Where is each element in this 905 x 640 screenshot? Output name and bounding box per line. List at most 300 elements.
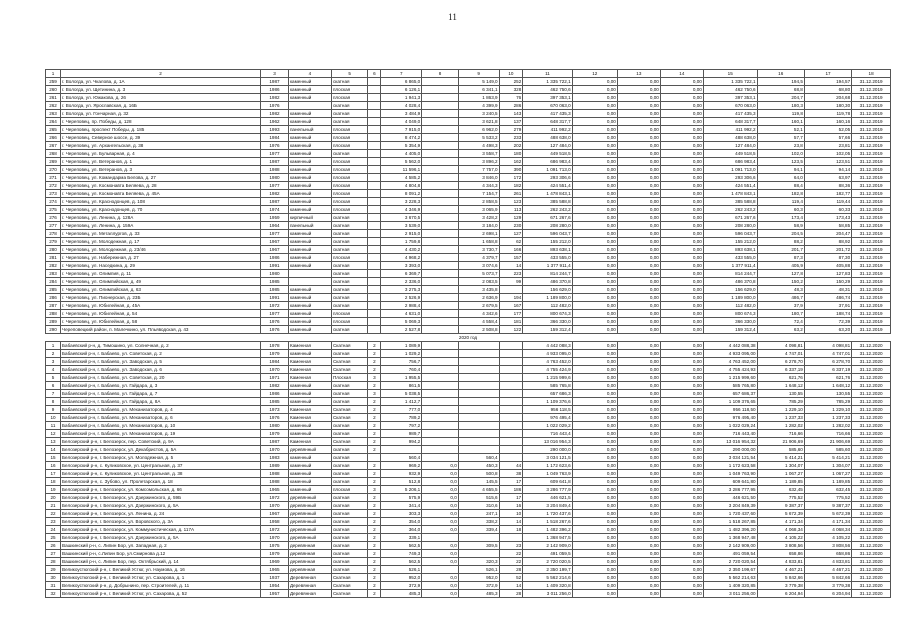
table-cell: 262 243,2 <box>523 206 572 214</box>
table-cell: 1967 <box>261 510 289 518</box>
table-cell: 88,92 <box>804 238 851 246</box>
table-cell: 1965 <box>261 566 289 574</box>
table-cell: 0,00 <box>660 422 703 430</box>
table-cell: г. Череповец, ул. Бульварная, д. 4 <box>61 150 261 158</box>
table-cell: 575,9 <box>381 494 422 502</box>
table-cell: скатная <box>331 286 368 294</box>
table-cell: скатная <box>331 478 368 486</box>
table-cell: 2 <box>46 350 61 358</box>
table-cell: 0,00 <box>572 158 617 166</box>
table-cell: плоская <box>331 158 368 166</box>
table-cell: 3 808,56 <box>757 542 804 550</box>
table-cell <box>458 358 499 366</box>
table-cell: 31.12.2019 <box>852 238 891 246</box>
table-cell: 0,00 <box>660 270 703 278</box>
table-cell: 1993 <box>261 126 289 134</box>
table-cell: каменный <box>288 110 331 118</box>
table-cell: 328 <box>499 86 523 94</box>
table-cell: 785,29 <box>804 398 851 406</box>
table-row <box>46 430 891 438</box>
table-cell: 23 <box>499 542 523 550</box>
table-cell: 397 353,1 <box>523 94 572 102</box>
table-cell: 3 034 121,5 <box>523 454 572 462</box>
table-cell <box>368 190 381 198</box>
table-cell <box>368 310 381 318</box>
table-cell: г. Череповец, ул. Олимпия, д. 11 <box>61 270 261 278</box>
table-cell: деревянный <box>288 534 331 542</box>
table-cell: плоская <box>331 190 368 198</box>
table-cell: 5 038,5 <box>381 390 422 398</box>
table-cell: 1977 <box>261 230 289 238</box>
table-cell: каменный <box>288 246 331 254</box>
table-cell: 272 <box>46 182 61 190</box>
table-cell <box>499 342 523 350</box>
table-cell: 64,0 <box>757 174 804 182</box>
table-cell: 5 <box>46 374 61 382</box>
table-cell <box>422 86 459 94</box>
table-cell: 0,00 <box>617 190 660 198</box>
table-cell: 0,00 <box>617 158 660 166</box>
table-cell: 670 063,0 <box>703 102 757 110</box>
table-cell: 4 068,34 <box>804 526 851 534</box>
table-cell: 0,00 <box>617 526 660 534</box>
table-cell: 0,0 <box>422 526 459 534</box>
table-cell <box>499 390 523 398</box>
table-cell: 585,60 <box>757 446 804 454</box>
table-cell: 5 562 214,6 <box>523 574 572 582</box>
table-cell: 486,7 <box>757 294 804 302</box>
table-cell: 424 551,4 <box>703 182 757 190</box>
table-cell <box>368 110 381 118</box>
table-cell <box>368 254 381 262</box>
table-cell: 3 670,5 <box>381 214 422 222</box>
table-cell: 1979 <box>261 430 289 438</box>
table-cell: 233 <box>499 134 523 142</box>
table-cell: 0,00 <box>660 358 703 366</box>
table-cell: каменный <box>288 78 331 86</box>
table-cell: 0,00 <box>572 398 617 406</box>
table-cell: г. Череповец, ул. Металлургов, д. 33 <box>61 230 261 238</box>
table-cell: деревянная <box>288 566 331 574</box>
table-cell: 252 <box>499 78 523 86</box>
table-cell: 68,8 <box>757 86 804 94</box>
table-cell <box>422 214 459 222</box>
table-cell: 1 022 029,24 <box>703 422 757 430</box>
table-cell: 952,0 <box>381 574 422 582</box>
table-cell: 976 495,4 <box>523 414 572 422</box>
table-cell <box>368 158 381 166</box>
table-cell: г. Череповец, ул. Космонавта Беляева, д. 28 <box>61 182 261 190</box>
table-cell: 3 621,8 <box>458 118 499 126</box>
table-cell: 31.12.2020 <box>852 446 891 454</box>
table-cell: 0,00 <box>617 230 660 238</box>
table-cell: 1 089,9 <box>381 342 422 350</box>
table-cell: 268 <box>46 150 61 158</box>
table-cell: 31.12.2019 <box>852 158 891 166</box>
table-cell: 14 <box>499 518 523 526</box>
table-cell: 0,00 <box>572 310 617 318</box>
table-cell: 0,00 <box>617 582 660 590</box>
table-cell: 261 <box>499 190 523 198</box>
table-cell <box>458 422 499 430</box>
table-row <box>46 198 891 206</box>
table-cell: 5 842,66 <box>757 574 804 582</box>
table-cell: г. Череповец, ул. Космонавта Беляева, д. 45А <box>61 190 261 198</box>
table-cell <box>422 142 459 150</box>
table-cell <box>368 94 381 102</box>
table-cell: 0,00 <box>660 190 703 198</box>
table-cell <box>499 374 523 382</box>
table-cell: скатная <box>331 294 368 302</box>
table-cell: 52,05 <box>804 126 851 134</box>
table-cell <box>422 294 459 302</box>
table-cell: 17 <box>499 494 523 502</box>
table-cell <box>381 446 422 454</box>
table-cell: 486 370,8 <box>703 278 757 286</box>
table-cell: скатная <box>331 238 368 246</box>
table-cell: 0,00 <box>617 110 660 118</box>
table-cell: 462 750,6 <box>703 86 757 94</box>
table-cell: Белозерский р-н, г. Белозерск, ул. Комсомольская, д. 66 <box>61 486 261 494</box>
table-cell: скатная <box>331 510 368 518</box>
table-cell: 31.12.2020 <box>852 502 891 510</box>
table-cell: 1 304,07 <box>757 462 804 470</box>
table-cell <box>368 238 381 246</box>
table-cell <box>422 254 459 262</box>
table-cell: каменный <box>288 262 331 270</box>
table-cell: каменный <box>288 478 331 486</box>
table-cell: 775,52 <box>804 494 851 502</box>
table-cell: 194 <box>499 294 523 302</box>
table-cell: 31.12.2020 <box>852 366 891 374</box>
table-cell: деревянная <box>288 542 331 550</box>
table-cell: 2 <box>368 414 381 422</box>
table-cell: 1 368 947,48 <box>703 534 757 542</box>
table-cell <box>499 358 523 366</box>
table-cell: 8 091,2 <box>381 190 422 198</box>
table-row <box>46 494 891 502</box>
table-cell: 0,00 <box>572 446 617 454</box>
table-cell: 0,00 <box>660 518 703 526</box>
table-cell: 31.12.2020 <box>852 494 891 502</box>
table-cell: 1 022 029,2 <box>523 422 572 430</box>
table-cell: 13 016 954,3 <box>523 438 572 446</box>
table-cell: 0,00 <box>617 326 660 334</box>
table-cell: г. Череповец, ул. Ленина, д. 159А <box>61 222 261 230</box>
table-cell: 0,00 <box>572 254 617 262</box>
table-row <box>46 510 891 518</box>
table-cell: 303,3 <box>381 510 422 518</box>
table-row <box>46 134 891 142</box>
table-cell: 2 <box>368 566 381 574</box>
table-cell <box>368 286 381 294</box>
table-cell: 182 <box>499 182 523 190</box>
table-cell: 0,00 <box>572 366 617 374</box>
table-cell: 31.12.2019 <box>852 326 891 334</box>
table-cell: 150,2 <box>757 278 804 286</box>
table-cell: г. Череповец, пр. Победы, д. 128 <box>61 118 261 126</box>
table-cell: каменный <box>288 134 331 142</box>
table-row <box>46 502 891 510</box>
table-cell: 0,00 <box>617 494 660 502</box>
table-cell <box>422 206 459 214</box>
table-cell: 16 <box>46 462 61 470</box>
table-cell: 122 <box>499 326 523 334</box>
table-cell: 62 <box>499 238 523 246</box>
table-cell <box>422 342 459 350</box>
table-cell: Бабаевский р-н, г. Бабаево, ул. Механизаторов, д. 6 <box>61 414 261 422</box>
table-cell: 57,66 <box>804 134 851 142</box>
table-cell: 2 <box>368 558 381 566</box>
table-cell: г. Череповец, ул. Ветеранов, д. 1 <box>61 158 261 166</box>
table-cell: 0,00 <box>660 86 703 94</box>
table-cell <box>368 78 381 86</box>
table-cell <box>288 270 331 278</box>
table-cell: 0,00 <box>660 326 703 334</box>
table-cell: 0,00 <box>572 422 617 430</box>
table-cell: скатная <box>331 518 368 526</box>
table-cell: 1 478 843,1 <box>523 190 572 198</box>
table-cell: 4 968,2 <box>381 254 422 262</box>
table-cell: 0,00 <box>660 94 703 102</box>
table-cell: 4 763 452,0 <box>523 358 572 366</box>
table-cell: 500,8 <box>458 470 499 478</box>
section-title: 2020 год <box>46 334 891 342</box>
table-cell: г. Вологда, ул. Ярославская, д. 16Б <box>61 102 261 110</box>
table-cell: 4 028,4 <box>381 102 422 110</box>
table-cell: 1957 <box>261 590 289 598</box>
table-cell: 0,00 <box>660 390 703 398</box>
table-cell <box>368 326 381 334</box>
table-row <box>46 246 891 254</box>
table-cell: 411 992,2 <box>523 126 572 134</box>
table-cell: Белозерский р-н, г. Белозерск, ул. Дзержинского, д. 59Б <box>61 494 261 502</box>
table-cell: каменный <box>288 86 331 94</box>
table-cell: скатная <box>331 222 368 230</box>
table-cell: 433 555,0 <box>523 254 572 262</box>
table-cell: скатная <box>331 118 368 126</box>
table-row <box>46 422 891 430</box>
table-cell <box>422 94 459 102</box>
table-cell: 201,7 <box>757 246 804 254</box>
table-cell <box>422 414 459 422</box>
table-cell: 88,36 <box>804 182 851 190</box>
table-cell: 17 <box>499 478 523 486</box>
table-row <box>46 406 891 414</box>
table-cell: 0,0 <box>422 574 459 582</box>
table-cell: 0,00 <box>617 534 660 542</box>
table-cell: скатная <box>331 526 368 534</box>
column-number: 18 <box>852 70 891 78</box>
table-cell: 23,8 <box>757 142 804 150</box>
table-cell: г. Череповец, ул. Краснодонцев, д. 70 <box>61 206 261 214</box>
table-cell: 1972 <box>261 494 289 502</box>
table-cell: 1983 <box>261 454 289 462</box>
table-cell: 0,00 <box>572 454 617 462</box>
table-cell: Великоустюгский р-н, д. Добрынино, пер. Строителей, д. 11 <box>61 582 261 590</box>
table-cell: 861,5 <box>381 382 422 390</box>
table-cell: каменный <box>288 302 331 310</box>
table-cell: 264 <box>46 118 61 126</box>
table-cell: 4 105,22 <box>804 534 851 542</box>
table-cell: 127 <box>499 230 523 238</box>
table-cell: 127 484,0 <box>523 142 572 150</box>
table-cell: 166 <box>499 246 523 254</box>
table-cell: 0,00 <box>660 590 703 598</box>
table-cell: 632,45 <box>804 486 851 494</box>
table-cell: плоская <box>331 86 368 94</box>
table-cell: 7 757,0 <box>458 166 499 174</box>
table-cell <box>368 318 381 326</box>
table-cell: 10 <box>499 510 523 518</box>
table-cell: 2 <box>368 406 381 414</box>
table-cell: Белозерский р-н, г. Белозерск, ул. Ленина, д. 24 <box>61 510 261 518</box>
table-cell: каменный <box>288 182 331 190</box>
table-cell: 1 109 376,65 <box>703 398 757 406</box>
table-cell: 22 <box>499 558 523 566</box>
table-cell: 1980 <box>261 422 289 430</box>
table-cell <box>368 270 381 278</box>
table-cell <box>458 382 499 390</box>
table-cell: 585 765,8 <box>523 382 572 390</box>
table-cell: 31.12.2020 <box>852 550 891 558</box>
table-cell: 31.12.2020 <box>852 342 891 350</box>
table-cell: скатная <box>331 78 368 86</box>
table-cell: 282 <box>46 262 61 270</box>
table-cell: г. Череповец, ул. Пионерская, д. 23Б <box>61 294 261 302</box>
table-cell: 0,00 <box>617 134 660 142</box>
table-cell: г. Череповец, ул. Ленина, д. 128А <box>61 214 261 222</box>
table-cell: 0,00 <box>572 486 617 494</box>
table-cell: 1978 <box>261 342 289 350</box>
table-cell <box>368 150 381 158</box>
table-cell: 814 244,7 <box>523 270 572 278</box>
table-cell: 648 317,7 <box>523 118 572 126</box>
table-cell: 0,00 <box>617 278 660 286</box>
table-cell: скатная <box>331 102 368 110</box>
table-cell: 266 <box>46 134 61 142</box>
table-cell: 814 244,7 <box>703 270 757 278</box>
table-row <box>46 398 891 406</box>
table-cell: 0,00 <box>660 398 703 406</box>
table-cell: 155 212,0 <box>523 238 572 246</box>
table-cell: 31.12.2019 <box>852 118 891 126</box>
table-cell <box>422 246 459 254</box>
table-cell: 1964 <box>261 222 289 230</box>
table-cell <box>288 102 331 110</box>
table-cell <box>422 166 459 174</box>
table-cell: деревянный <box>288 510 331 518</box>
table-cell: скатная <box>331 422 368 430</box>
table-cell: 44 <box>499 462 523 470</box>
table-cell: плоская <box>331 310 368 318</box>
table-cell: 485,3 <box>381 590 422 598</box>
table-cell: 4 804,8 <box>381 182 422 190</box>
table-cell: 1 282,02 <box>757 422 804 430</box>
table-cell: 952,0 <box>458 574 499 582</box>
table-cell: 72,4 <box>757 318 804 326</box>
table-cell: 0,00 <box>660 510 703 518</box>
table-cell: 270 <box>46 166 61 174</box>
table-cell: каменный <box>288 390 331 398</box>
table-cell: плоская <box>331 318 368 326</box>
table-cell: 4 344,3 <box>458 182 499 190</box>
table-cell: скатная <box>331 454 368 462</box>
table-cell: 4 342,6 <box>458 310 499 318</box>
table-cell: г. Череповец, ул. Молодежная, д. 17 <box>61 238 261 246</box>
table-cell: 119,8 <box>757 110 804 118</box>
table-cell: 0,00 <box>660 158 703 166</box>
table-cell: 1976 <box>261 102 289 110</box>
table-cell <box>458 406 499 414</box>
table-cell: 145,5 <box>458 478 499 486</box>
table-cell: скатная <box>331 382 368 390</box>
table-cell: 0,00 <box>660 126 703 134</box>
table-cell: 3 <box>368 374 381 382</box>
table-cell: 11 <box>46 422 61 430</box>
table-cell: 21 906,69 <box>757 438 804 446</box>
table-cell: 0,00 <box>660 254 703 262</box>
table-cell: 88,2 <box>757 238 804 246</box>
table-cell: 0,00 <box>572 494 617 502</box>
table-cell: 31.12.2019 <box>852 86 891 94</box>
table-cell: Скатная <box>331 406 368 414</box>
table-cell: 560,4 <box>458 454 499 462</box>
table-cell: каменный <box>288 486 331 494</box>
table-cell: Великоустюгский р-н, г. Великий Устюг, ул. Наумова, д. 16 <box>61 566 261 574</box>
table-cell: 488 638,0 <box>703 134 757 142</box>
table-cell: 716,66 <box>757 430 804 438</box>
table-cell: 5 533,2 <box>458 134 499 142</box>
table-row <box>46 254 891 262</box>
table-cell: плоская <box>331 182 368 190</box>
table-cell: 37,91 <box>804 302 851 310</box>
table-cell: 0,00 <box>660 78 703 86</box>
table-cell: 31.12.2019 <box>852 126 891 134</box>
table-cell: каменный <box>288 382 331 390</box>
table-cell: 0,00 <box>572 110 617 118</box>
table-cell: Бабаевский р-н, г. Бабаево, ул. Советская, д. 2 <box>61 350 261 358</box>
table-cell: 23 <box>46 518 61 526</box>
table-cell: 31.12.2019 <box>852 102 891 110</box>
table-cell: 0,00 <box>572 326 617 334</box>
table-cell <box>368 86 381 94</box>
table-cell <box>422 374 459 382</box>
table-cell: 1982 <box>261 110 289 118</box>
table-cell: 1 229,10 <box>804 406 851 414</box>
table-cell: Скатная <box>331 414 368 422</box>
table-cell: скатная <box>331 534 368 542</box>
table-cell: 3 184,0 <box>458 222 499 230</box>
table-cell: 0,00 <box>617 310 660 318</box>
table-row <box>46 454 891 462</box>
table-cell: 1959 <box>261 214 289 222</box>
table-cell: 123,5 <box>757 158 804 166</box>
table-cell: 0,00 <box>660 574 703 582</box>
table-row <box>46 78 891 86</box>
table-cell: панельный <box>288 126 331 134</box>
table-cell <box>422 454 459 462</box>
table-cell: 760,4 <box>381 366 422 374</box>
table-cell <box>422 406 459 414</box>
table-row <box>46 590 891 598</box>
table-cell <box>368 182 381 190</box>
table-cell: плоская <box>331 142 368 150</box>
table-cell: 0,00 <box>660 454 703 462</box>
table-cell: 204,7 <box>757 94 804 102</box>
table-cell: 204,47 <box>804 230 851 238</box>
table-row <box>46 294 891 302</box>
